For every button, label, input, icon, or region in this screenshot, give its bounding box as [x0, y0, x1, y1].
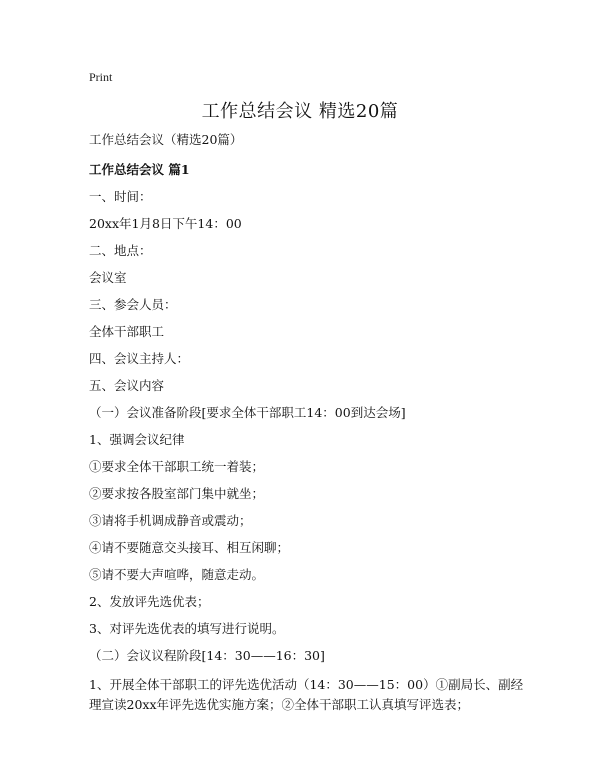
- content-label: 五、会议内容: [89, 378, 165, 393]
- print-link[interactable]: Print: [89, 70, 113, 84]
- list-item: ⑤请不要大声喧哗，随意走动。: [89, 567, 265, 582]
- section-heading: 工作总结会议 篇1: [89, 162, 190, 177]
- attendees-value: 全体干部职工: [89, 324, 165, 339]
- time-value: 20xx年1月8日下午14：00: [89, 216, 242, 231]
- agenda-stage: （二）会议议程阶段[14：30——16：30]: [89, 648, 325, 663]
- time-label: 一、时间：: [89, 189, 152, 204]
- document-title: 工作总结会议 精选20篇: [201, 101, 399, 122]
- list-item: ①要求全体干部职工统一着装；: [89, 459, 265, 474]
- location-value: 会议室: [89, 270, 127, 285]
- agenda-paragraph: 1、开展全体干部职工的评先选优活动（14：30——15：00）①副局长、副经理宣读20xx年评先选优实施方案；②全体干部职工认真填写评选表；: [89, 677, 524, 712]
- host-label: 四、会议主持人：: [89, 351, 190, 366]
- list-item: ④请不要随意交头接耳、相互闲聊；: [89, 540, 290, 555]
- list-item: 2、发放评先选优表；: [89, 594, 210, 609]
- attendees-label: 三、参会人员：: [89, 297, 177, 312]
- preparation-stage: （一）会议准备阶段[要求全体干部职工14：00到达会场]: [89, 405, 406, 420]
- list-item: ②要求按各股室部门集中就坐；: [89, 486, 265, 501]
- subtitle-line: 工作总结会议（精选20篇）: [89, 132, 243, 147]
- list-item: 3、对评先选优表的填写进行说明。: [89, 621, 285, 636]
- list-item: 1、强调会议纪律: [89, 432, 185, 447]
- list-item: ③请将手机调成静音或震动；: [89, 513, 252, 528]
- location-label: 二、地点：: [89, 243, 152, 258]
